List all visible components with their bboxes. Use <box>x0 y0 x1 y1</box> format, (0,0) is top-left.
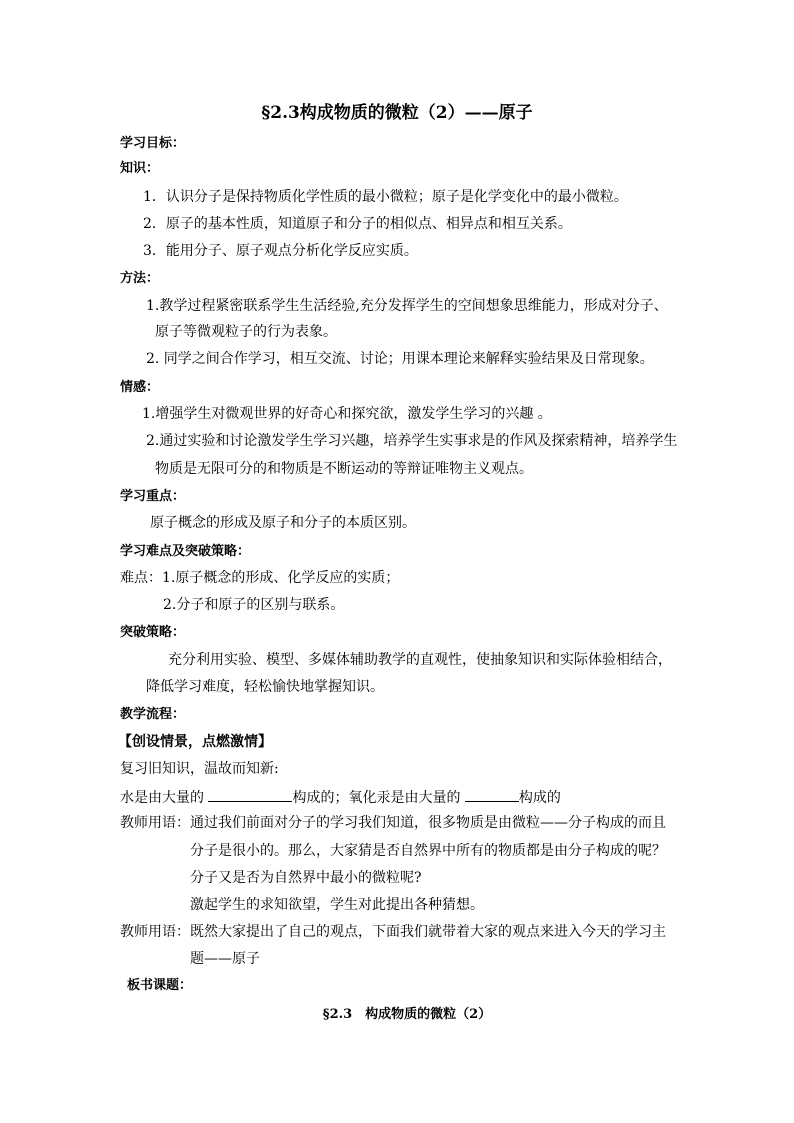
emotion-item-2-line-2: 物质是无限可分的和物质是不断运动的等辩证唯物主义观点。 <box>155 461 533 477</box>
document-title: §2.3构成物质的微粒（2）——原子 <box>261 103 533 123</box>
difficulty-line-2: 2.分子和原子的区别与联系。 <box>163 597 345 613</box>
knowledge-item-1: 1．认识分子是保持物质化学性质的最小微粒；原子是化学变化中的最小微粒。 <box>143 189 628 205</box>
answer-blank-1[interactable] <box>208 787 292 802</box>
difficulty-line-1: 难点：1.原子概念的形成、化学反应的实质； <box>120 570 400 586</box>
emotion-item-2-line-1: 2.通过实验和讨论激发学生学习兴趣，培养学生实事求是的作风及探索精神，培养学生 <box>146 433 678 449</box>
fill-text-part-1: 水是由大量的 <box>120 790 209 806</box>
board-title: §2.3 构成物质的微粒（2） <box>322 1007 492 1022</box>
review-text: 复习旧知识，温故而知新: <box>120 761 279 777</box>
method-item-1-line-2: 原子等微观粒子的行为表象。 <box>155 324 337 340</box>
key-points-heading: 学习重点： <box>120 489 186 504</box>
emotion-heading: 情感： <box>120 380 160 395</box>
fill-text-part-2: 构成的；氧化汞是由大量的 <box>292 790 465 806</box>
scene-heading: 【创设情景，点燃激情】 <box>118 734 272 750</box>
teacher-speech-1-line-1: 通过我们前面对分子的学习我们知道，很多物质是由微粒——分子构成的而且 <box>190 815 666 831</box>
teacher-speech-2-line-2: 题——原子 <box>190 951 260 967</box>
goals-heading: 学习目标： <box>120 136 186 151</box>
teacher-speech-1-line-3: 分子又是否为自然界中最小的微粒呢? <box>190 870 422 886</box>
method-item-2: 2. 同学之间合作学习，相互交流、讨论；用课本理论来解释实验结果及日常现象。 <box>146 351 654 367</box>
teacher-speech-1-line-2: 分子是很小的。那么，大家猜是否自然界中所有的物质都是由分子构成的呢？ <box>190 843 666 859</box>
knowledge-item-2: 2．原子的基本性质，知道原子和分子的相似点、相异点和相互关系。 <box>143 216 572 232</box>
difficulty-heading: 学习难点及突破策略： <box>120 544 251 559</box>
strategy-line-1: 充分利用实验、模型、多媒体辅助教学的直观性，使抽象知识和实际体验相结合， <box>168 652 672 668</box>
knowledge-item-3: 3．能用分子、原子观点分析化学反应实质。 <box>143 243 418 259</box>
teacher-speech-1-line-4: 激起学生的求知欲望，学生对此提出各种猜想。 <box>190 897 484 913</box>
method-item-1-line-1: 1.教学过程紧密联系学生生活经验,充分发挥学生的空间想象思维能力，形成对分子、 <box>146 298 668 314</box>
teaching-flow-heading: 教学流程： <box>120 707 186 722</box>
teacher-speech-1-label: 教师用语： <box>120 815 190 831</box>
answer-blank-2[interactable] <box>465 787 519 802</box>
board-heading: 板书课题： <box>127 978 193 993</box>
fill-in-blank-line <box>120 787 561 807</box>
strategy-heading: 突破策略： <box>120 625 186 640</box>
teacher-speech-2-label: 教师用语： <box>120 924 190 940</box>
teacher-speech-2-line-1: 既然大家提出了自己的观点，下面我们就带着大家的观点来进入今天的学习主 <box>190 924 666 940</box>
key-points-text: 原子概念的形成及原子和分子的本质区别。 <box>150 515 416 531</box>
emotion-item-1: 1.增强学生对微观世界的好奇心和探究欲，激发学生学习的兴趣 。 <box>142 406 552 422</box>
method-heading: 方法： <box>120 271 160 286</box>
fill-text-part-3: 构成的 <box>518 790 561 806</box>
knowledge-heading: 知识： <box>120 161 160 176</box>
strategy-line-2: 降低学习难度，轻松愉快地掌握知识。 <box>146 679 384 695</box>
